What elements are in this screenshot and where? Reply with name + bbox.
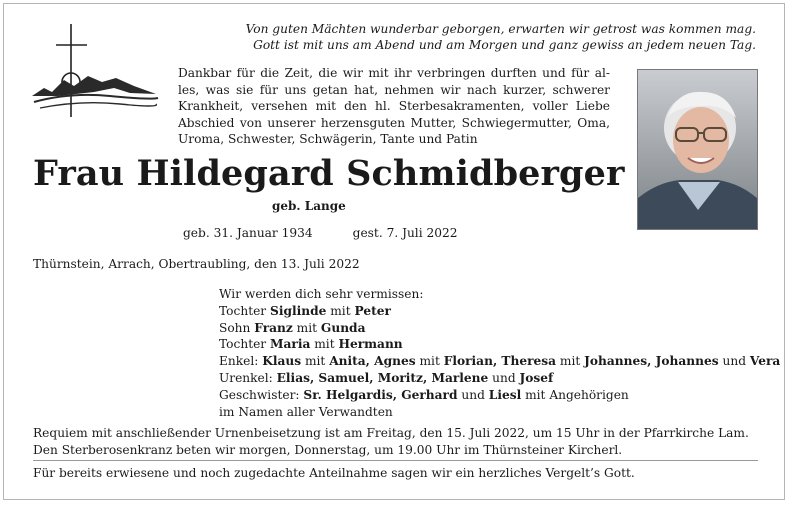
relative-connector: Sohn — [219, 320, 255, 335]
place-and-date: Thürnstein, Arrach, Obertraubling, den 13. Juli 2022 — [33, 257, 360, 271]
quote-line-1: Von guten Mächten wunderbar geborgen, erwarten wir getrost was kommen mag. — [245, 22, 756, 36]
relative-name: Florian, Theresa — [443, 354, 557, 369]
relative-connector: mit — [301, 354, 330, 369]
gratitude-text: Dankbar für die Zeit, die wir mit ihr verbringen durften und für al-les, was sie für uns getan hat, nehmen wir nach kurzer, schwerer Krankheit, versehen mit den hl. Sterbesakramenten, voller Liebe Abschied von unserer herzensguten Mutter, Schwiegermutter, Oma, Uroma, Schwester, Schwägerin, Tante und Patin — [178, 66, 610, 147]
relative-connector: im Namen aller Verwandten — [219, 404, 393, 419]
death-date: gest. 7. Juli 2022 — [352, 226, 458, 240]
relative-name: Siglinde — [270, 303, 327, 318]
relative-name: Elias, Samuel, Moritz, Marlene — [276, 370, 489, 385]
relative-connector: und — [488, 370, 520, 385]
relative-name: Sr. Helgardis, Gerhard — [303, 387, 458, 402]
relative-name: Johannes, Johannes — [584, 354, 719, 369]
divider — [33, 460, 758, 461]
relative-connector: Tochter — [219, 303, 271, 318]
relative-name: Maria — [270, 337, 311, 352]
requiem-info — [33, 425, 763, 458]
relatives-line — [219, 353, 781, 370]
relative-connector: und — [457, 387, 489, 402]
relatives-line — [219, 387, 769, 404]
relative-connector: mit — [292, 320, 321, 335]
relative-name: Vera — [749, 354, 781, 369]
birth-name: geb. Lange — [272, 199, 346, 213]
relative-connector: Geschwister: — [219, 387, 304, 402]
relative-connector: mit Angehörigen — [521, 387, 629, 402]
relative-connector: Tochter — [219, 337, 271, 352]
relative-name: Peter — [354, 303, 391, 318]
relatives-lines — [219, 303, 781, 421]
requiem-line-1: Requiem mit anschließender Urnenbeisetzung ist am Freitag, den 15. Juli 2022, um 15 Uhr in der Pfarrkirche Lam. — [33, 426, 749, 440]
relative-name: Klaus — [262, 354, 302, 369]
relatives-line — [219, 336, 769, 353]
relatives-line — [219, 404, 769, 421]
relative-name: Josef — [519, 370, 554, 385]
deceased-name: Frau Hildegard Schmidberger — [33, 153, 625, 194]
birth-date: geb. 31. Januar 1934 — [183, 226, 313, 240]
relative-connector: mit — [310, 337, 339, 352]
relatives-list — [219, 286, 781, 420]
relative-name: Liesl — [488, 387, 522, 402]
relatives-line — [219, 370, 769, 387]
portrait-photo — [637, 69, 758, 230]
relative-name: Anita, Agnes — [329, 354, 416, 369]
thanks-text: Für bereits erwiesene und noch zugedachte Anteilnahme sagen wir ein herzliches Vergelt’s Gott. — [33, 466, 635, 480]
relative-connector: Urenkel: — [219, 370, 277, 385]
relative-connector: mit — [415, 354, 444, 369]
relative-name: Gunda — [320, 320, 366, 335]
cross-over-mountains-icon — [30, 22, 160, 122]
relative-name: Franz — [254, 320, 293, 335]
requiem-line-2: Den Sterberosenkranz beten wir morgen, Donnerstag, um 19.00 Uhr im Thürnsteiner Kircherl. — [33, 442, 623, 457]
quote — [196, 21, 756, 53]
relative-name: Hermann — [338, 337, 403, 352]
relatives-line — [219, 320, 769, 337]
quote-line-2: Gott ist mit uns am Abend und am Morgen und ganz gewiss an jedem neuen Tag. — [253, 38, 756, 52]
relative-connector: und — [718, 354, 750, 369]
life-dates — [183, 226, 458, 240]
relative-connector: mit — [556, 354, 585, 369]
relatives-line — [219, 303, 769, 320]
relatives-intro: Wir werden dich sehr vermissen: — [219, 287, 424, 301]
relative-connector: Enkel: — [219, 354, 263, 369]
relative-connector: mit — [326, 303, 355, 318]
portrait-photo-icon — [638, 70, 758, 230]
